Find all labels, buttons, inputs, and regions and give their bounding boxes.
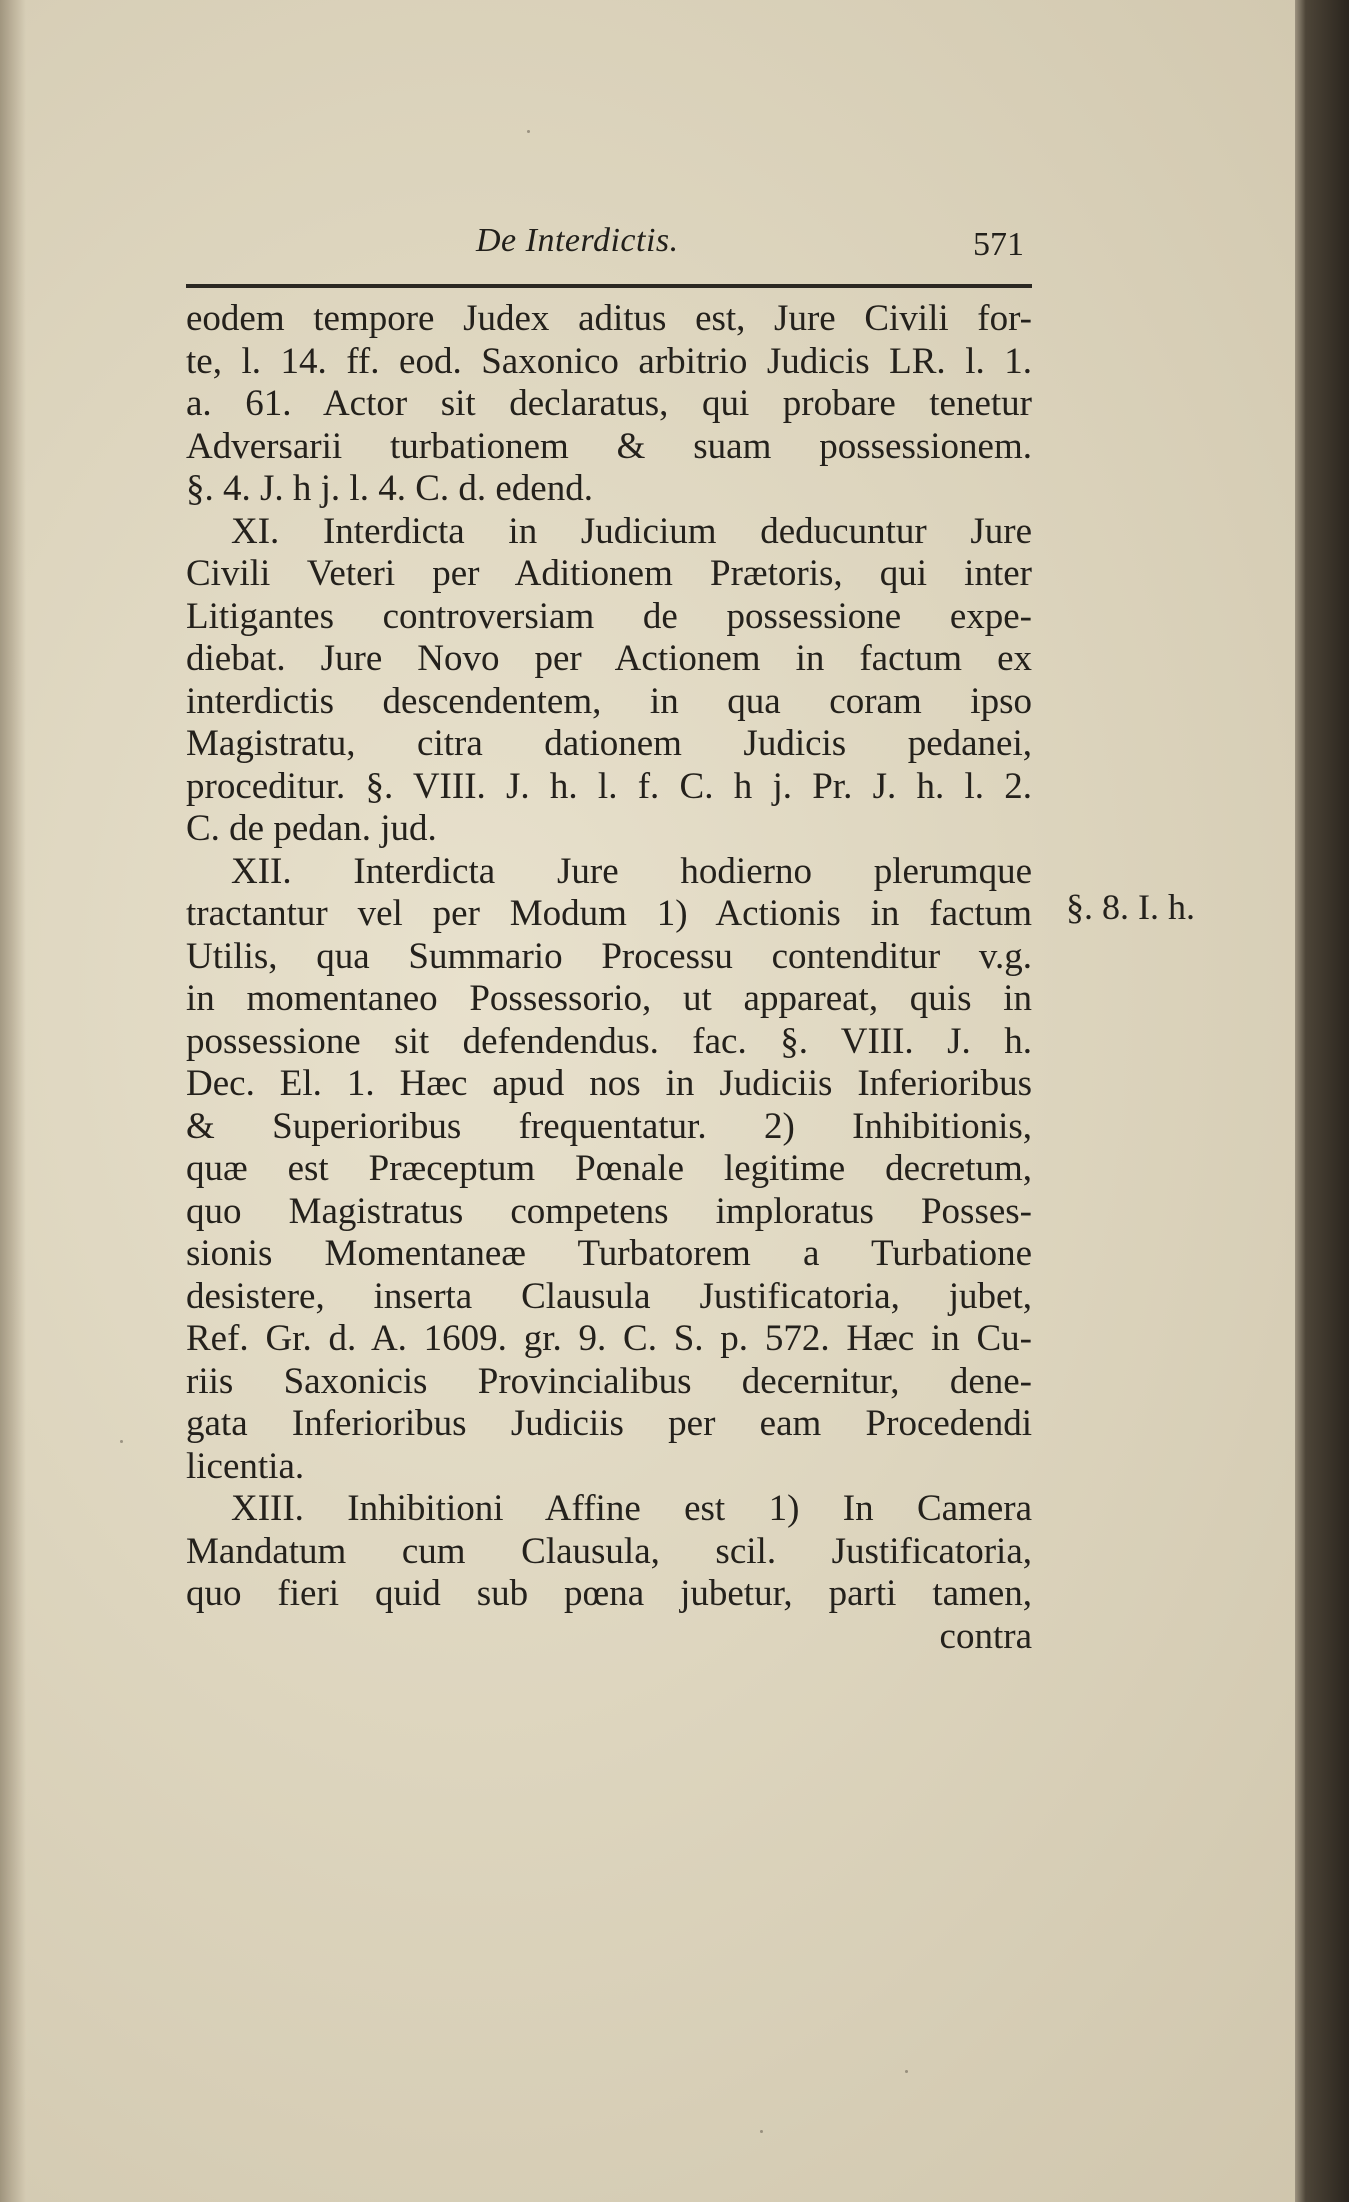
margin-note: §. 8. I. h. [1066, 887, 1195, 927]
text-line: & Superioribus frequentatur. 2) Inhibitionis, [186, 1105, 1032, 1147]
text-line: a. 61. Actor sit declaratus, qui probare tenetur [186, 383, 1032, 424]
text-line: XIII. Inhibitioni Affine est 1) In Camera [231, 1488, 1032, 1529]
text-line: §. 4. J. h j. l. 4. C. d. edend. [186, 468, 593, 509]
text-line: Ref. Gr. d. A. 1609. gr. 9. C. S. p. 572. Hæc in Cu- [186, 1318, 1032, 1359]
paper-speck [527, 130, 530, 133]
text-line: Litigantes controversiam de possessione expe- [186, 595, 1032, 637]
text-line: interdictis descendentem, in qua coram ipso [186, 680, 1032, 722]
text-line: Utilis, qua Summario Processu contenditur v.g. [186, 935, 1032, 977]
text-line: riis Saxonicis Provincialibus decernitur, dene- [186, 1360, 1032, 1402]
text-line: quo Magistratus competens imploratus Posses- [186, 1190, 1032, 1232]
paper-speck [120, 1440, 123, 1443]
text-line: XII. Interdicta Jure hodierno plerumque [231, 850, 1032, 892]
text-line: quo fieri quid sub pœna jubetur, parti tamen, [186, 1573, 1032, 1614]
text-line: licentia. [186, 1445, 305, 1487]
paper-speck [760, 2130, 763, 2133]
page-edge-shadow [1295, 0, 1349, 2202]
text-line: eodem tempore Judex aditus est, Jure Civili for- [186, 298, 1032, 339]
text-line: in momentaneo Possessorio, ut appareat, quis in [186, 978, 1032, 1019]
text-line: Adversarii turbationem & suam possessionem. [186, 425, 1032, 467]
text-line: C. de pedan. jud. [186, 808, 437, 849]
text-line: te, l. 14. ff. eod. Saxonico arbitrio Judicis LR. l. 1. [186, 340, 1032, 382]
text-line: tractantur vel per Modum 1) Actionis in factum [186, 893, 1032, 934]
text-line: Civili Veteri per Aditionem Prætoris, qui inter [186, 553, 1032, 594]
running-title: De Interdictis. [476, 222, 679, 259]
text-line: quæ est Præceptum Pœnale legitime decretum, [186, 1148, 1032, 1189]
text-line: sionis Momentaneæ Turbatorem a Turbatione [186, 1233, 1032, 1274]
body-text [186, 298, 1032, 1658]
text-line: gata Inferioribus Judiciis per eam Procedendi [186, 1403, 1032, 1444]
text-line: desistere, inserta Clausula Justificatoria, jubet, [186, 1275, 1032, 1317]
header-rule [186, 284, 1032, 288]
text-line: possessione sit defendendus. fac. §. VIII. J. h. [186, 1020, 1032, 1062]
page-gutter-shadow [0, 0, 26, 2202]
paper-speck [905, 2070, 908, 2073]
catchword: contra [939, 1615, 1032, 1657]
page-header [186, 218, 1032, 268]
text-line: Mandatum cum Clausula, scil. Justificatoria, [186, 1530, 1032, 1572]
text-line: Magistratu, citra dationem Judicis pedanei, [186, 723, 1032, 764]
page-number: 571 [973, 226, 1024, 263]
text-line: XI. Interdicta in Judicium deducuntur Jure [231, 510, 1032, 552]
text-line: proceditur. §. VIII. J. h. l. f. C. h j. Pr. J. h. l. 2. [186, 765, 1032, 807]
text-line: diebat. Jure Novo per Actionem in factum ex [186, 638, 1032, 679]
text-line: Dec. El. 1. Hæc apud nos in Judiciis Inferioribus [186, 1063, 1032, 1104]
